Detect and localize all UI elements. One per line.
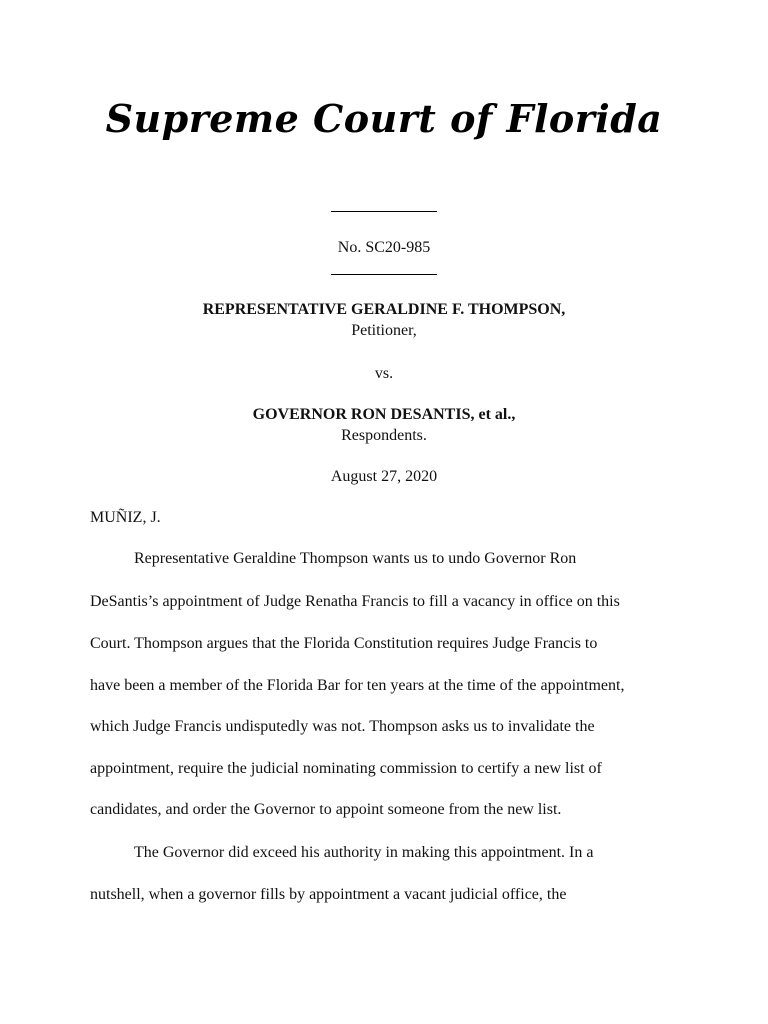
paragraph-line: candidates, and order the Governor to appoint someone from the new list. xyxy=(90,801,562,818)
opinion-date: August 27, 2020 xyxy=(330,468,438,485)
opinion-author: MUÑIZ, J. xyxy=(90,509,161,526)
paragraph-line: appointment, require the judicial nominating commission to certify a new list of xyxy=(90,760,602,777)
case-number: No. SC20-985 xyxy=(337,239,431,256)
paragraph-line: DeSantis’s appointment of Judge Renatha Francis to fill a vacancy in office on this xyxy=(90,593,620,610)
paragraph-line: The Governor did exceed his authority in making this appointment. In a xyxy=(134,844,594,861)
divider-bottom xyxy=(331,274,437,275)
respondent-role: Respondents. xyxy=(341,427,427,444)
respondent-name: GOVERNOR RON DESANTIS, et al., xyxy=(252,406,516,423)
paragraph-line: nutshell, when a governor fills by appointment a vacant judicial office, the xyxy=(90,886,567,903)
paragraph-line: Representative Geraldine Thompson wants us to undo Governor Ron xyxy=(134,550,577,567)
paragraph-line: which Judge Francis undisputedly was not. Thompson asks us to invalidate the xyxy=(90,718,595,735)
paragraph-line: Court. Thompson argues that the Florida Constitution requires Judge Francis to xyxy=(90,635,598,652)
petitioner-role: Petitioner, xyxy=(351,322,417,339)
petitioner-name: REPRESENTATIVE GERALDINE F. THOMPSON, xyxy=(202,301,566,318)
paragraph-line: have been a member of the Florida Bar for ten years at the time of the appointment, xyxy=(90,677,625,694)
divider-top xyxy=(331,211,437,212)
versus-label: vs. xyxy=(374,365,394,382)
court-title: Supreme Court of Florida xyxy=(105,96,663,141)
